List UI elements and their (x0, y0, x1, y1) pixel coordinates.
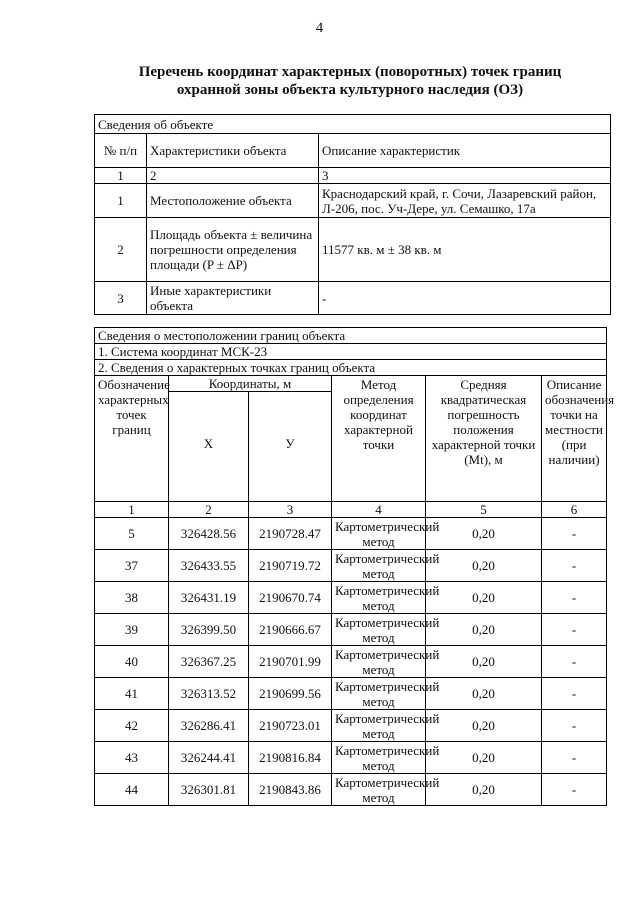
row-num: 1 (95, 184, 147, 218)
table-row (95, 550, 607, 582)
row-description: - (319, 282, 611, 315)
coord-y: 2190723.01 (249, 710, 332, 742)
point-description: - (542, 614, 607, 646)
accuracy: 0,20 (426, 710, 542, 742)
table-row (95, 646, 607, 678)
boundary-points-table (94, 327, 615, 806)
col-header-y: У (249, 392, 332, 502)
coord-x: 326244.41 (169, 742, 249, 774)
object-row (95, 218, 611, 282)
coord-x: 326431.19 (169, 582, 249, 614)
coordinate-system: 1. Система координат МСК-23 (95, 344, 607, 360)
point-id: 5 (95, 518, 169, 550)
coord-x: 326367.25 (169, 646, 249, 678)
index-cell: 4 (332, 502, 426, 518)
point-id: 39 (95, 614, 169, 646)
col-header-description: Описание характеристик (319, 134, 611, 168)
accuracy: 0,20 (426, 742, 542, 774)
method: Картометрический метод (332, 550, 426, 582)
boundary-index-row (95, 502, 607, 518)
row-description: Краснодарский край, г. Сочи, Лазаревский район, Л-206, пос. Уч-Дере, ул. Семашко, 17а (319, 184, 611, 218)
coord-y: 2190719.72 (249, 550, 332, 582)
point-id: 43 (95, 742, 169, 774)
point-description: - (542, 518, 607, 550)
method: Картометрический метод (332, 774, 426, 806)
col-header-point: Обозначение характерных точек границ (95, 376, 169, 502)
index-cell: 3 (249, 502, 332, 518)
method: Картометрический метод (332, 710, 426, 742)
table-row (95, 678, 607, 710)
point-description: - (542, 550, 607, 582)
page-number: 4 (315, 20, 324, 36)
coord-y: 2190666.67 (249, 614, 332, 646)
object-row (95, 184, 611, 218)
method: Картометрический метод (332, 518, 426, 550)
coord-y: 2190728.47 (249, 518, 332, 550)
method: Картометрический метод (332, 646, 426, 678)
col-header-description: Описание обозначения точки на местности (при наличии) (542, 376, 607, 502)
col-header-method: Метод определения координат характерной точки (332, 376, 426, 502)
coord-x: 326399.50 (169, 614, 249, 646)
row-characteristic: Местоположение объекта (147, 184, 319, 218)
accuracy: 0,20 (426, 678, 542, 710)
col-header-accuracy: Средняя квадратическая погрешность положения характерной точки (Mt), м (426, 376, 542, 502)
table-row (95, 742, 607, 774)
index-cell: 2 (169, 502, 249, 518)
points-section-header: 2. Сведения о характерных точках границ объекта (95, 360, 607, 376)
document-title (130, 63, 570, 99)
table-row (95, 774, 607, 806)
index-cell: 5 (426, 502, 542, 518)
row-num: 3 (95, 282, 147, 315)
col-header-coordinates: Координаты, м (169, 376, 332, 392)
coord-x: 326313.52 (169, 678, 249, 710)
point-description: - (542, 646, 607, 678)
row-characteristic: Площадь объекта ± величина погрешности определения площади (P ± ΔP) (147, 218, 319, 282)
coord-y: 2190816.84 (249, 742, 332, 774)
index-cell: 3 (319, 168, 611, 184)
point-description: - (542, 678, 607, 710)
point-description: - (542, 582, 607, 614)
coord-y: 2190699.56 (249, 678, 332, 710)
table-row (95, 582, 607, 614)
index-cell: 1 (95, 502, 169, 518)
coord-y: 2190843.86 (249, 774, 332, 806)
index-cell: 6 (542, 502, 607, 518)
row-description: 11577 кв. м ± 38 кв. м (319, 218, 611, 282)
coord-x: 326301.81 (169, 774, 249, 806)
title-line-2: охранной зоны объекта культурного наследия (ОЗ) (176, 82, 524, 98)
point-description: - (542, 710, 607, 742)
coord-y: 2190701.99 (249, 646, 332, 678)
point-id: 38 (95, 582, 169, 614)
col-header-num: № п/п (95, 134, 147, 168)
object-row (95, 282, 611, 315)
object-index-row (95, 168, 611, 184)
point-id: 44 (95, 774, 169, 806)
point-description: - (542, 742, 607, 774)
coord-x: 326428.56 (169, 518, 249, 550)
index-cell: 1 (95, 168, 147, 184)
point-id: 37 (95, 550, 169, 582)
point-description: - (542, 774, 607, 806)
title-line-1: Перечень координат характерных (поворотных) точек границ (138, 64, 562, 80)
boundary-rows (95, 518, 607, 806)
row-num: 2 (95, 218, 147, 282)
coord-x: 326286.41 (169, 710, 249, 742)
object-section-header: Сведения об объекте (95, 115, 611, 134)
method: Картометрический метод (332, 614, 426, 646)
point-id: 42 (95, 710, 169, 742)
coord-x: 326433.55 (169, 550, 249, 582)
coord-y: 2190670.74 (249, 582, 332, 614)
boundary-section-header: Сведения о местоположении границ объекта (95, 328, 607, 344)
method: Картометрический метод (332, 742, 426, 774)
accuracy: 0,20 (426, 582, 542, 614)
accuracy: 0,20 (426, 550, 542, 582)
point-id: 41 (95, 678, 169, 710)
object-info-table (94, 114, 611, 315)
col-header-characteristic: Характеристики объекта (147, 134, 319, 168)
table-row (95, 614, 607, 646)
col-header-x: X (169, 392, 249, 502)
table-row (95, 710, 607, 742)
method: Картометрический метод (332, 678, 426, 710)
accuracy: 0,20 (426, 614, 542, 646)
accuracy: 0,20 (426, 646, 542, 678)
row-characteristic: Иные характеристики объекта (147, 282, 319, 315)
table-row (95, 518, 607, 550)
accuracy: 0,20 (426, 774, 542, 806)
point-id: 40 (95, 646, 169, 678)
accuracy: 0,20 (426, 518, 542, 550)
index-cell: 2 (147, 168, 319, 184)
method: Картометрический метод (332, 582, 426, 614)
